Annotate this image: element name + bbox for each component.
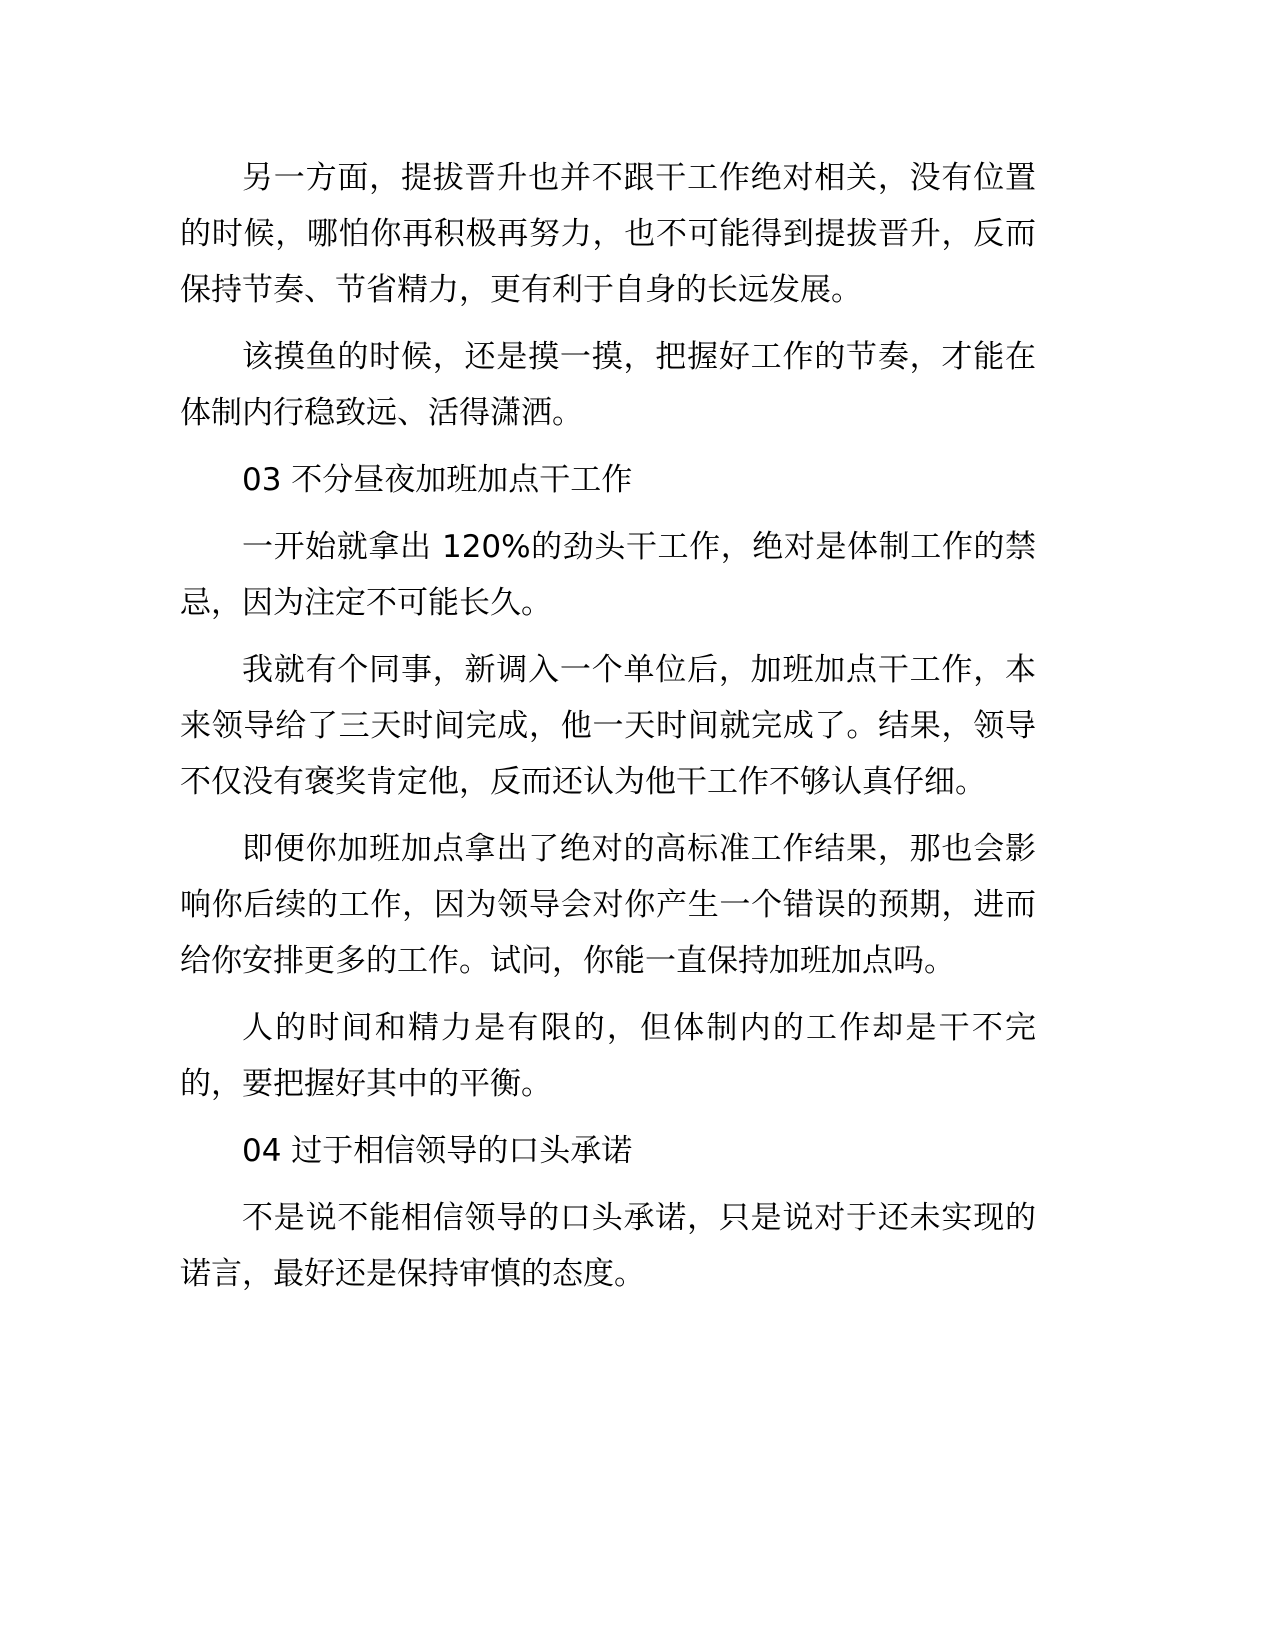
section-heading-04: 04 过于相信领导的口头承诺 bbox=[242, 1133, 633, 1169]
paragraph-pacing: 该摸鱼的时候，还是摸一摸，把握好工作的节奏，才能在体制内行稳致远、活得潇洒。 bbox=[180, 339, 1036, 431]
paragraph-verbal-promises: 不是说不能相信领导的口头承诺，只是说对于还未实现的诺言，最好还是保持审慎的态度。 bbox=[180, 1200, 1036, 1292]
section-heading-03: 03 不分昼夜加班加点干工作 bbox=[242, 462, 633, 498]
paragraph-balance: 人的时间和精力是有限的，但体制内的工作却是干不完的，要把握好其中的平衡。 bbox=[180, 1010, 1036, 1102]
paragraph-expectations: 即便你加班加点拿出了绝对的高标准工作结果，那也会影响你后续的工作，因为领导会对你产生一个错误的预期，进而给你安排更多的工作。试问，你能一直保持加班加点吗。 bbox=[180, 831, 1036, 979]
paragraph-overwork-taboo: 一开始就拿出 120%的劲头干工作，绝对是体制工作的禁忌，因为注定不可能长久。 bbox=[180, 529, 1036, 621]
paragraph-promotion: 另一方面，提拔晋升也并不跟干工作绝对相关，没有位置的时候，哪怕你再积极再努力，也不可能得到提拔晋升，反而保持节奏、节省精力，更有利于自身的长远发展。 bbox=[180, 160, 1036, 308]
paragraph-colleague-example: 我就有个同事，新调入一个单位后，加班加点干工作，本来领导给了三天时间完成，他一天时间就完成了。结果，领导不仅没有褒奖肯定他，反而还认为他干工作不够认真仔细。 bbox=[180, 652, 1036, 800]
document-page bbox=[180, 150, 1036, 1313]
